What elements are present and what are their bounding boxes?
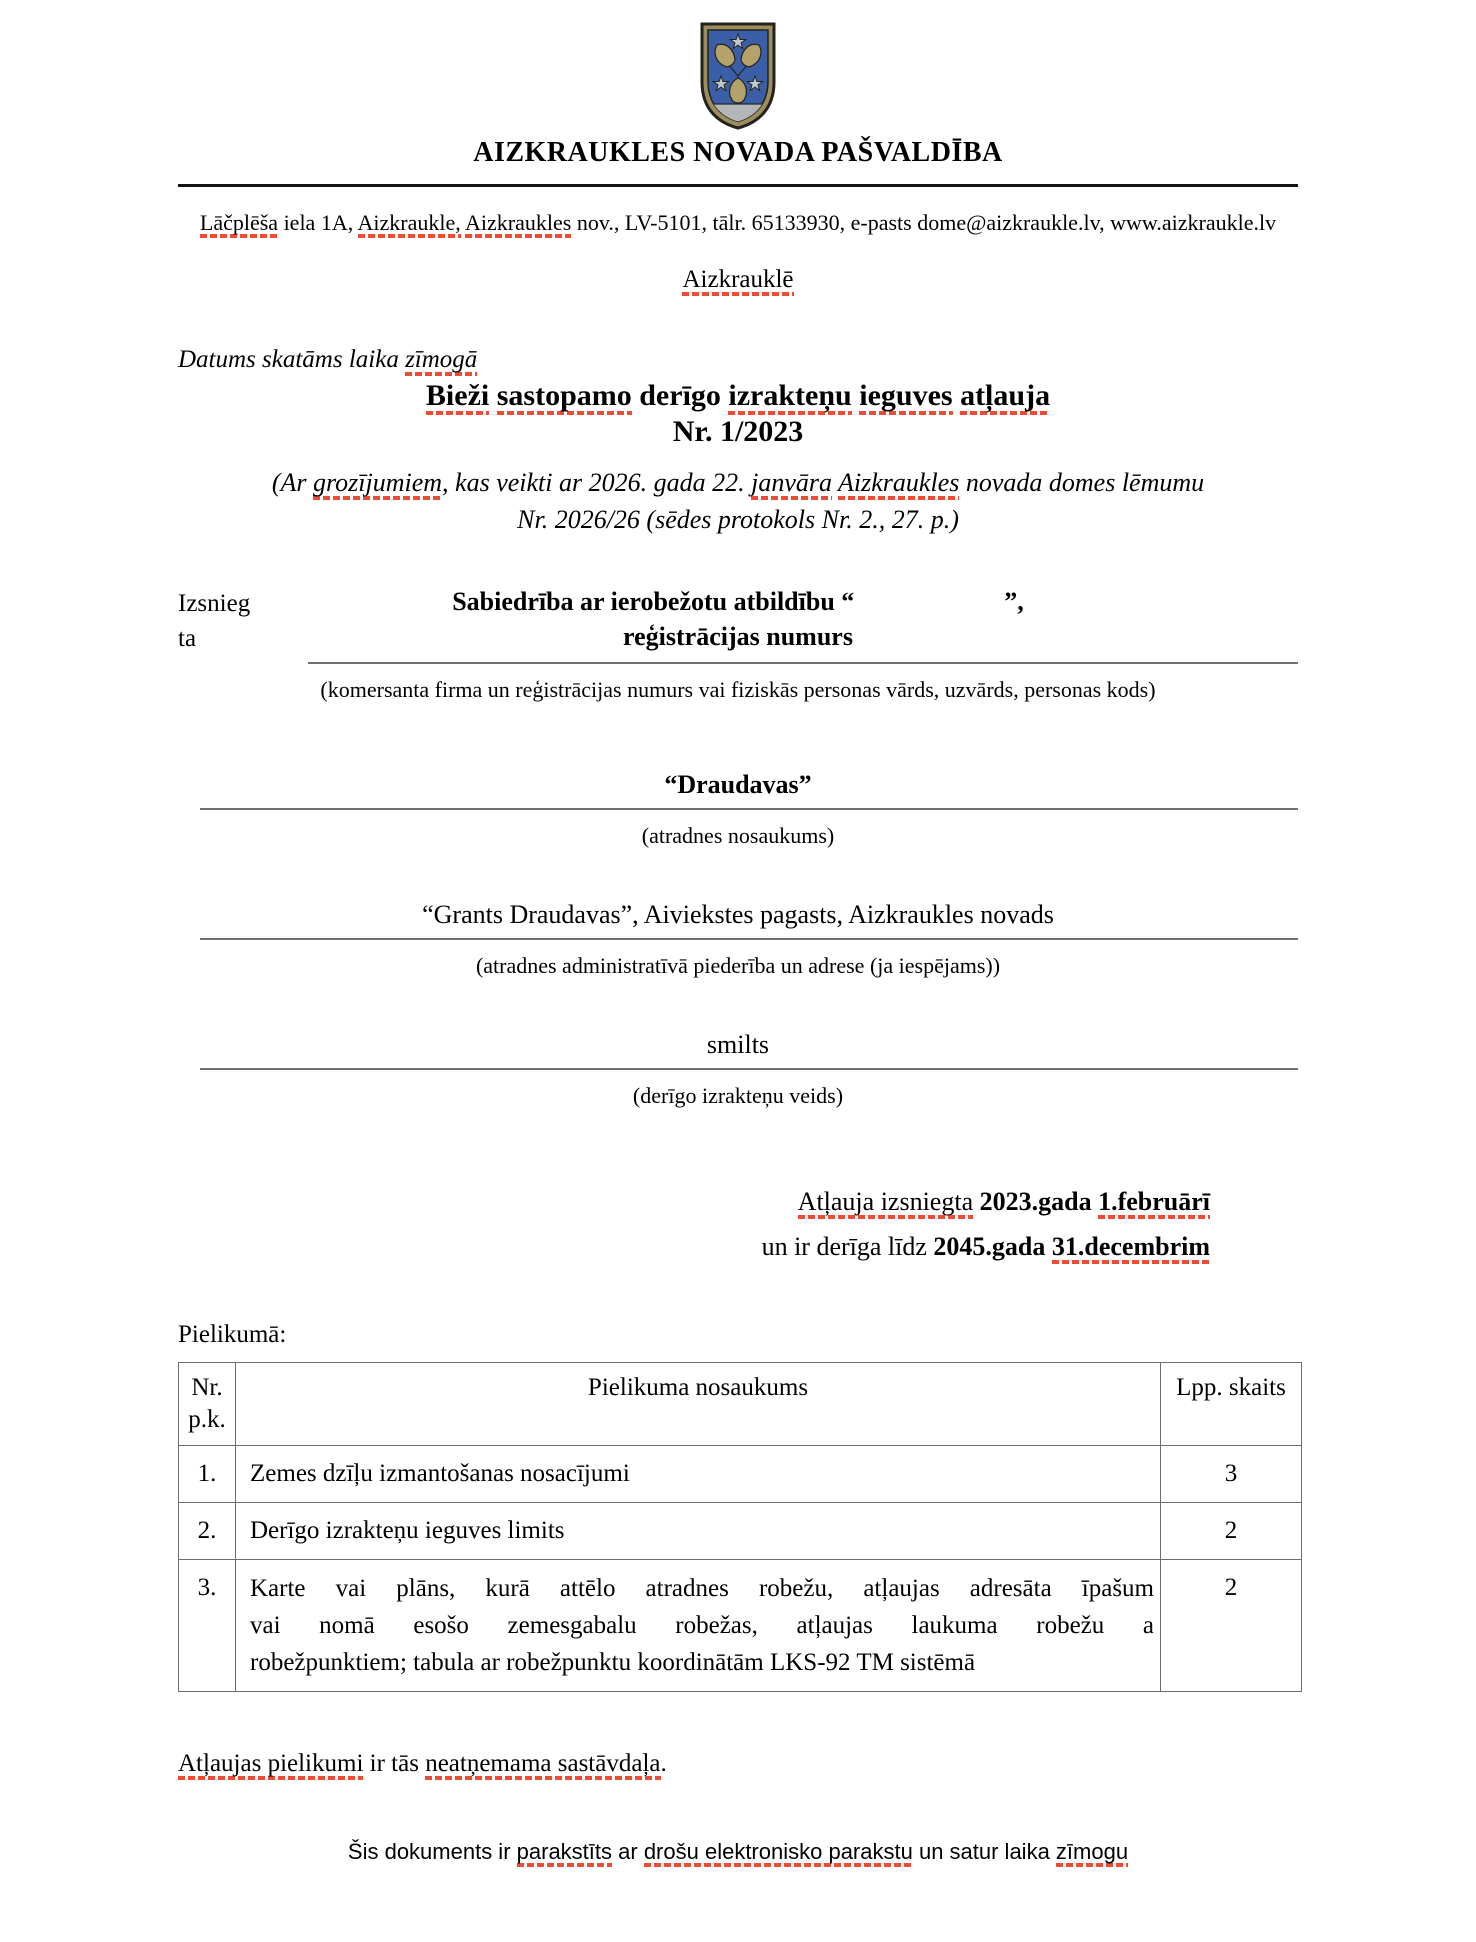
amendment-line2: Nr. 2026/26 (sēdes protokols Nr. 2., 27. p.) bbox=[517, 505, 959, 534]
address-word-misspelled: Aizkraukles bbox=[465, 210, 571, 238]
letterhead-rule bbox=[178, 184, 1298, 187]
date-note: Datums skatāms laika zīmogā bbox=[178, 345, 1298, 375]
registration-line: reģistrācijas numurs bbox=[623, 622, 853, 651]
table-row: 1. Zemes dzīļu izmantošanas nosacījumi 3 bbox=[179, 1446, 1302, 1503]
address-line: Lāčplēša iela 1A, Aizkraukle, Aizkraukles nov., LV-5101, tālr. 65133930, e-pasts dome@aizkraukle.lv, www.aizkraukle.lv bbox=[178, 209, 1298, 237]
location-value: “Grants Draudavas”, Aiviekstes pagasts, Aizkraukles novads bbox=[422, 900, 1054, 929]
mineral-value: smilts bbox=[706, 1030, 770, 1059]
coat-of-arms-icon bbox=[697, 20, 779, 132]
company-line: Sabiedrība ar ierobežotu atbildību “ ”, bbox=[452, 587, 1024, 616]
deposit-field bbox=[178, 769, 1298, 849]
place-line: Aizkrauklē bbox=[178, 265, 1298, 295]
attachments-note: Atļaujas pielikumi ir tās neatņemama sastāvdaļa. bbox=[178, 1748, 1298, 1779]
attachments-table bbox=[178, 1362, 1302, 1692]
validity-line2: un ir derīga līdz 2045.gada 31.decembrim bbox=[178, 1224, 1210, 1269]
deposit-value: “Draudavas” bbox=[664, 770, 812, 799]
mineral-caption: (derīgo izrakteņu veids) bbox=[632, 1083, 844, 1108]
doc-number: Nr. 1/2023 bbox=[672, 415, 804, 448]
attachments-label: Pielikumā: bbox=[178, 1321, 287, 1348]
issued-label: Izsnieg ta bbox=[178, 590, 251, 652]
mineral-field bbox=[178, 1029, 1298, 1109]
esignature-note: Šis dokuments ir parakstīts ar drošu elektronisko parakstu un satur laika zīmogu bbox=[178, 1838, 1298, 1866]
table-row: 2. Derīgo izrakteņu ieguves limits 2 bbox=[179, 1503, 1302, 1560]
table-row: 3. Karte vai plāns, kurā attēlo atradnes robežu, atļaujas adresāta īpašum vai nomā esošo zemesgabalu robežas, atļaujas laukuma robežu a robežpunktiem; tabula ar robežpunktu koordinātām LKS-92 TM sistēmā 2 bbox=[179, 1560, 1302, 1692]
doc-title: Bieži sastopamo derīgo izrakteņu ieguves atļauja bbox=[178, 378, 1298, 414]
org-name: AIZKRAUKLES NOVADA PAŠVALDĪBA bbox=[473, 137, 1003, 168]
amendment-line1: (Ar grozījumiem, kas veikti ar 2026. gada 22. janvāra Aizkraukles novada domes lēmumu bbox=[178, 464, 1298, 501]
location-field bbox=[178, 899, 1298, 979]
address-word-misspelled: Lāčplēša bbox=[200, 210, 278, 238]
issued-caption: (komersanta firma un reģistrācijas numurs vai fiziskās personas vārds, uzvārds, personas kods) bbox=[320, 677, 1156, 702]
field-rule bbox=[200, 938, 1298, 940]
deposit-caption: (atradnes nosaukums) bbox=[641, 823, 835, 848]
validity-block bbox=[178, 1179, 1298, 1269]
address-word-misspelled: Aizkraukle, bbox=[358, 210, 461, 238]
field-rule bbox=[200, 808, 1298, 810]
header-pages: Lpp. skaits bbox=[1161, 1363, 1302, 1446]
letterhead-crest bbox=[178, 20, 1298, 134]
table-header-row bbox=[179, 1363, 1302, 1446]
amendment-note bbox=[178, 464, 1298, 538]
field-rule bbox=[308, 662, 1298, 664]
location-caption: (atradnes administratīvā piederība un adrese (ja iespējams)) bbox=[475, 953, 1001, 978]
issued-field bbox=[178, 584, 1298, 703]
field-rule bbox=[200, 1068, 1298, 1070]
header-nr: Nr. p.k. bbox=[179, 1363, 236, 1446]
header-name: Pielikuma nosaukums bbox=[236, 1363, 1161, 1446]
validity-line1: Atļauja izsniegta 2023.gada 1.februārī bbox=[178, 1179, 1210, 1224]
